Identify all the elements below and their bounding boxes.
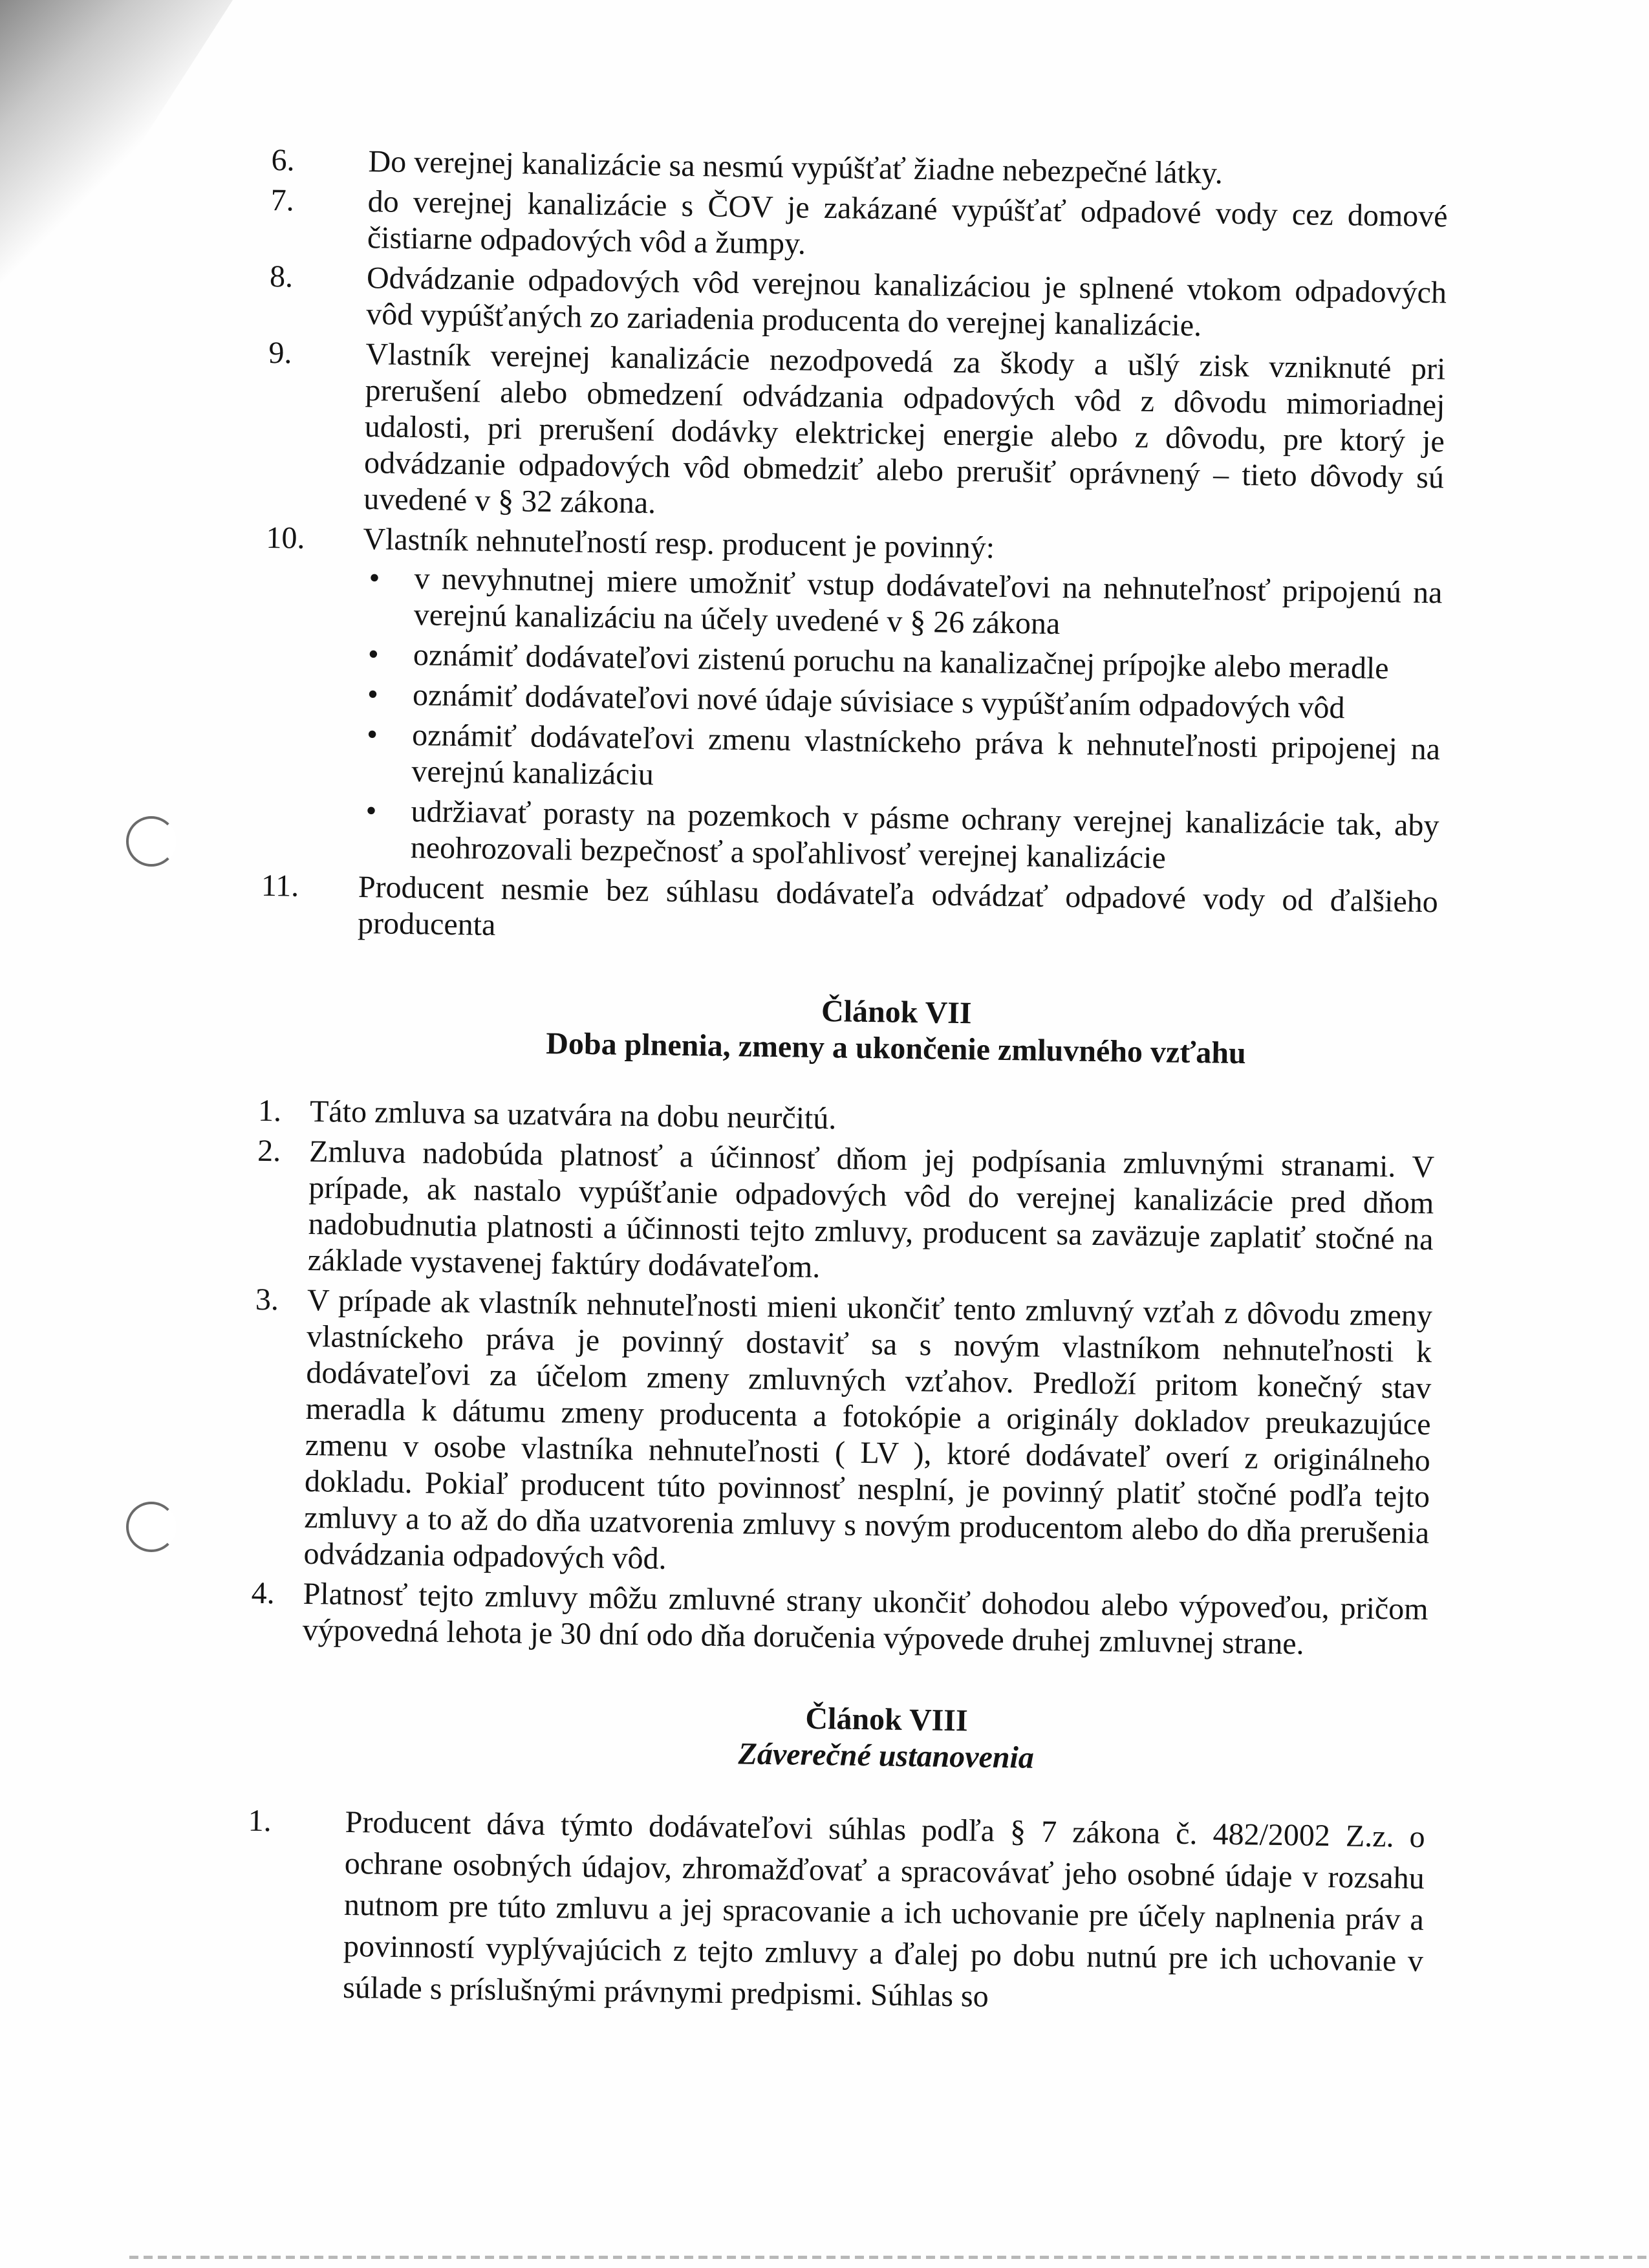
bullet-text: oznámiť dodávateľovi zistenú poruchu na kanalizačnej prípojke alebo meradle xyxy=(413,638,1389,686)
bullet-icon: • xyxy=(367,677,379,712)
scan-corner-shadow xyxy=(0,0,233,362)
list-item xyxy=(246,1800,1425,2024)
item-text: V prípade ak vlastník nehnuteľnosti mieni ukončiť tento zmluvný vzťah z dôvodu zmeny vlastníckeho práva je povinný dostaviť sa s novým vlastníkom nehnuteľnosti k dodávateľovi za účelom zmeny zmluvných vzťahov. Predloží pritom konečný stav meradla k dátumu zmeny producenta a fotokópie a originály dokladov preukazujúce zmenu v osobe vlastníka nehnuteľnosti ( LV ), ktoré dodávateľ overí z originálneho dokladu. Pokiaľ producent túto povinnosť nesplní, je povinný platiť stočné podľa tejto zmluvy a to až do dňa uzatvorenia zmluvy s novým producentom alebo do dňa prerušenia odvádzania odpadových vôd. xyxy=(303,1282,1433,1576)
bullet-icon: • xyxy=(367,637,380,672)
bullet-text: oznámiť dodávateľovi nové údaje súvisiace s vypúšťaním odpadových vôd xyxy=(412,678,1345,726)
item-number: 2. xyxy=(257,1133,281,1169)
bullet-icon: • xyxy=(366,717,378,752)
bullet-item xyxy=(360,717,1440,804)
list-item xyxy=(252,1282,1432,1588)
bullet-text: v nevyhnutnej miere umožniť vstup dodávateľovi na nehnuteľnosť pripojenú na verejnú kanalizáciu na účely uvedené v § 26 zákona xyxy=(413,561,1443,642)
item-number: 11. xyxy=(261,868,299,903)
item-text: Vlastník nehnuteľností resp. producent je povinný: xyxy=(363,522,995,565)
list-item xyxy=(269,259,1447,347)
article-viii-subtitle: Záverečné ustanovenia xyxy=(738,1736,1035,1775)
item-number: 8. xyxy=(269,259,294,294)
article-vii-title: Článok VII xyxy=(821,994,972,1031)
item-number: 1. xyxy=(248,1803,272,1839)
item-text: Odvádzanie odpadových vôd verejnou kanalizáciou je splnené vtokom odpadových vôd vypúšťaných zo zariadenia producenta do verejnej kanalizácie. xyxy=(365,261,1447,343)
item-number: 4. xyxy=(251,1575,275,1611)
item-number: 9. xyxy=(268,335,292,371)
item-number: 6. xyxy=(271,142,295,178)
item-number: 3. xyxy=(255,1282,279,1317)
item-number: 10. xyxy=(266,520,305,556)
item-text: Do verejnej kanalizácie sa nesmú vypúšťať žiadne nebezpečné látky. xyxy=(368,144,1223,191)
article-vii-list xyxy=(250,1093,1435,1664)
list-item xyxy=(270,182,1448,271)
bullet-icon: • xyxy=(365,794,377,828)
article-viii-title: Článok VIII xyxy=(805,1701,969,1738)
list-item xyxy=(261,520,1443,880)
item-text: Táto zmluva sa uzatvára na dobu neurčitú. xyxy=(309,1094,837,1136)
punch-hole-bottom xyxy=(126,1502,177,1552)
bullet-text: udržiavať porasty na pozemkoch v pásme ochrany verejnej kanalizácie tak, aby neohrozovali bezpečnosť a spoľahlivosť verejnej kanalizácie xyxy=(410,794,1439,876)
item-number: 7. xyxy=(270,182,295,218)
list-item xyxy=(250,1575,1428,1664)
item-text: Vlastník verejnej kanalizácie nezodpovedá za škody a ušlý zisk vzniknuté pri prerušení alebo obmedzení odvádzania odpadových vôd z dôvodu mimoriadnej udalosti, pri prerušení dodávky elektrickej energie alebo z dôvodu, pre ktorý je odvádzanie odpadových vôd obmedziť alebo prerušiť oprávnený – tieto dôvody sú uvedené v § 32 zákona. xyxy=(363,337,1446,521)
bullet-icon: • xyxy=(369,561,380,596)
list-item xyxy=(255,1133,1434,1294)
bullet-text: oznámiť dodávateľovi zmenu vlastníckeho práva k nehnuteľnosti pripojenej na verejnú kanalizáciu xyxy=(411,718,1441,792)
bullet-item xyxy=(361,560,1442,647)
punch-hole-top xyxy=(126,816,177,867)
item-text: do verejnej kanalizácie s ČOV je zakázané vypúšťať odpadové vody cez domové čistiarne odpadových vôd a žumpy. xyxy=(367,184,1448,261)
document-body xyxy=(246,142,1449,2027)
list-item xyxy=(261,868,1438,956)
item-text: Producent nesmie bez súhlasu dodávateľa odvádzať odpadové vody od ďalšieho producenta xyxy=(357,869,1439,942)
list-item xyxy=(266,335,1446,532)
item-text: Producent dáva týmto dodávateľovi súhlas podľa § 7 zákona č. 482/2002 Z.z. o ochrane osobných údajov, zhromažďovať a spracovávať jeho osobné údaje v rozsahu nutnom pre túto zmluvu a jej spracovanie a ich uchovanie pre účely naplnenia práv a povinností vyplývajúcich z tejto zmluvy a ďalej po dobu nutnú pre ich uchovanie v súlade s príslušnými právnymi predpismi. Súhlas so xyxy=(342,1804,1425,2014)
article-viii-list xyxy=(246,1800,1425,2024)
item-number: 1. xyxy=(257,1093,282,1129)
item-text: Zmluva nadobúda platnosť a účinnosť dňom jej podpísania zmluvnými stranami. V prípade, ak nastalo vypúšťanie odpadových vôd do verejnej kanalizácie pred dňom nadobudnutia platnosti a účinnosti tejto zmluvy, producent sa zaväzuje zaplatiť stočné na základe vystavenej faktúry dodávateľom. xyxy=(307,1134,1435,1285)
bullet-item xyxy=(358,793,1439,880)
article-vii-subtitle: Doba plnenia, zmeny a ukončenie zmluvného vzťahu xyxy=(545,1026,1247,1071)
obligations-list xyxy=(358,560,1442,880)
scan-bottom-edge xyxy=(129,2256,1649,2259)
item-text: Platnosť tejto zmluvy môžu zmluvné strany ukončiť dohodou alebo výpoveďou, pričom výpovedná lehota je 30 dní odo dňa doručenia výpovede druhej zmluvnej strane. xyxy=(302,1576,1428,1661)
